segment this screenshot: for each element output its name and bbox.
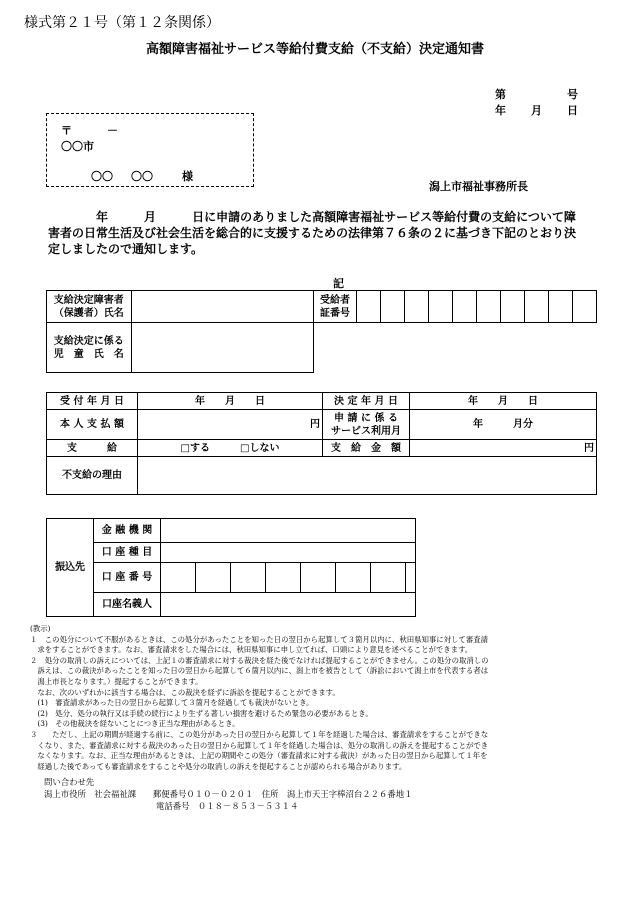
cert-digit[interactable] <box>357 291 381 323</box>
bank-field[interactable] <box>161 519 416 543</box>
account-digit[interactable] <box>266 563 301 593</box>
self-pay-label: 本 人 支 払 額 <box>47 410 138 440</box>
pay-no-checkbox[interactable]: □しない <box>240 442 280 454</box>
applicant-label-1: 支給決定障害者 <box>53 294 124 306</box>
transfer-table <box>46 518 416 617</box>
receipt-date-label: 受 付 年 月 日 <box>47 393 138 410</box>
note-line: くなり、また、審査請求に対する裁決のあった日の翌日から起算して１年を経過した場合は、処分の取消しの訴えを提起することができ <box>30 740 489 750</box>
note-line: 潟上市長となります。）提起することができます。 <box>30 676 203 686</box>
receipt-date-field[interactable]: 年 月 日 <box>138 393 323 410</box>
pay-amount-label: 支 給 金 額 <box>323 440 410 457</box>
recipient-given-name: 〇〇 <box>131 170 153 183</box>
recipient-table <box>46 290 597 373</box>
account-name-field[interactable] <box>161 593 416 617</box>
account-type-field[interactable] <box>161 543 416 563</box>
issuer: 潟上市福祉事務所長 <box>429 180 528 193</box>
pay-yes-checkbox[interactable]: □する <box>180 442 210 454</box>
account-digit[interactable] <box>406 563 416 593</box>
yen-unit: 円 <box>310 419 320 430</box>
note-line: ３ ただし、上記の期間が経過する前に、この処分があった日の翌日から起算して１年を経過した場合は、審査請求をすることができな <box>30 729 489 739</box>
account-digit[interactable] <box>371 563 406 593</box>
cert-label-cell <box>313 291 357 323</box>
child-label-2: 児 童 氏 名 <box>53 348 124 360</box>
contact-info <box>44 776 413 812</box>
cert-digit[interactable] <box>429 291 453 323</box>
service-month-label-1: 申 請 に 係 る <box>334 412 398 424</box>
account-no-label: 口 座 番 号 <box>94 563 161 593</box>
ki-marker: 記 <box>333 277 344 290</box>
instruction-notes <box>30 624 610 772</box>
note-line: (3) その他裁決を経ないことにつき正当な理由があるとき。 <box>30 719 240 729</box>
cert-digit[interactable] <box>525 291 549 323</box>
applicant-name-field[interactable] <box>131 291 313 323</box>
decision-table <box>46 392 597 495</box>
child-label-1: 支給決定に係る <box>53 335 124 347</box>
reason-label: 不支給の理由 <box>47 457 138 495</box>
service-month-field[interactable]: 年 月分 <box>410 410 597 440</box>
self-pay-field[interactable] <box>138 410 323 440</box>
recipient-surname: 〇〇 <box>91 170 113 183</box>
document-title: 高額障害福祉サービス等給付費支給（不支給）決定通知書 <box>145 42 484 57</box>
decision-date-label: 決 定 年 月 日 <box>323 393 410 410</box>
doc-number-suffix: 号 <box>567 88 578 101</box>
account-type-label: 口 座 種 目 <box>94 543 161 563</box>
date-year: 年 <box>495 104 506 117</box>
payment-options <box>138 440 323 457</box>
cert-label-2: 証番号 <box>319 307 350 319</box>
child-label-cell <box>47 323 132 373</box>
note-line: 訴えは、この裁決があったことを知った日の翌日から起算して６箇月以内に、潟上市を被告として（訴訟において潟上市を代表する者は <box>30 666 489 676</box>
account-digit[interactable] <box>336 563 371 593</box>
pay-amount-field[interactable] <box>410 440 597 457</box>
notice-body <box>48 209 584 257</box>
bank-label: 金 融 機 関 <box>94 519 161 543</box>
account-digit[interactable] <box>301 563 336 593</box>
date-month: 月 <box>531 104 542 117</box>
transfer-label: 振込先 <box>47 519 94 617</box>
contact-dept: 潟上市役所 社会福祉課 郵便番号０１０－０２０１ 住所 潟上市天王字棒沼台２２６番地１ <box>44 789 413 799</box>
note-line: ２ 処分の取消しの訴えについては、上記１の審査請求に対する裁決を経た後でなければ提起することができません。この処分の取消しの <box>30 655 489 665</box>
account-digit[interactable] <box>196 563 231 593</box>
note-line: (教示) <box>30 624 51 633</box>
cert-digit[interactable] <box>572 291 596 323</box>
child-name-field[interactable] <box>131 323 313 373</box>
doc-number-prefix: 第 <box>495 88 506 101</box>
applicant-label-2: （保護者）氏名 <box>53 307 124 319</box>
note-line: なお、次のいずれかに該当する場合は、この裁決を経ずに訴訟を提起することができます。 <box>30 687 340 697</box>
applicant-label-cell <box>47 291 132 323</box>
service-month-label-2: サービス利用月 <box>331 425 401 437</box>
payment-label: 支 給 <box>47 440 138 457</box>
note-line: 求をすることができます。なお、審査請求をした場合には、秋田県知事に申し立てれば、口頭により意見を述べることができます。 <box>30 645 473 655</box>
form-number: 様式第２１号（第１２条関係） <box>24 15 220 31</box>
cert-digit[interactable] <box>549 291 573 323</box>
cert-digit[interactable] <box>405 291 429 323</box>
yen-unit: 円 <box>584 442 594 454</box>
recipient-address-box <box>46 113 254 187</box>
note-line: １ この処分について不服があるときは、この処分があったことを知った日の翌日から起算して３箇月以内に、秋田県知事に対して審査請 <box>30 634 489 644</box>
note-line: 経過した後であっても審査請求をすることや処分の取消しの訴えを提起することが認められる場合があります。 <box>30 761 407 771</box>
cert-digit[interactable] <box>477 291 501 323</box>
recipient-city: 〇〇市 <box>61 140 94 153</box>
postal-dash: － <box>107 124 118 137</box>
date-day: 日 <box>567 104 578 117</box>
cert-digit[interactable] <box>453 291 477 323</box>
body-month: 月 <box>144 210 157 224</box>
contact-phone: 電話番号 ０１８－８５３－５３１４ <box>156 801 299 811</box>
reason-field[interactable] <box>138 457 597 495</box>
decision-date-field[interactable]: 年 月 日 <box>410 393 597 410</box>
body-text: 日に申請のありました高額障害福祉サービス等給付費の支給について障害者の日常生活及び社会生活を総合的に支援するための法律第７６条の２に基づき下記のとおり決定しましたので通知します。 <box>48 210 577 256</box>
note-line: (2) 処分、処分の執行又は手続の続行により生ずる著しい損害を避けるため緊急の必要があるとき。 <box>30 708 373 718</box>
empty-area <box>313 323 596 373</box>
account-digit[interactable] <box>161 563 196 593</box>
cert-label-1: 受給者 <box>319 294 350 306</box>
postal-mark: 〒 <box>61 124 72 137</box>
cert-digit[interactable] <box>381 291 405 323</box>
service-month-label <box>323 410 410 440</box>
contact-heading: 問い合わせ先 <box>44 777 95 787</box>
note-line: (1) 審査請求があった日の翌日から起算して３箇月を経過しても裁決がないとき。 <box>30 698 314 708</box>
body-year: 年 <box>96 210 109 224</box>
recipient-honorific: 様 <box>182 170 193 183</box>
account-digit[interactable] <box>231 563 266 593</box>
cert-digit[interactable] <box>501 291 525 323</box>
account-name-label: 口座名義人 <box>94 593 161 617</box>
note-line: なくなります。なお、正当な理由があるときは、上記の期間やこの処分（審査請求に対する裁決）があった日の翌日から起算して１年を <box>30 751 488 761</box>
